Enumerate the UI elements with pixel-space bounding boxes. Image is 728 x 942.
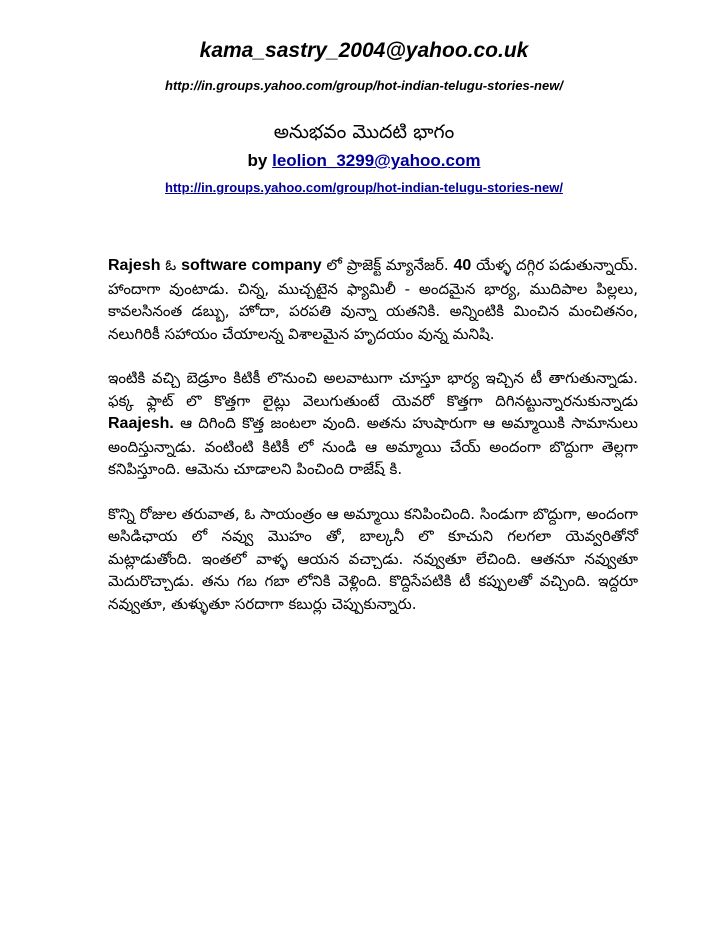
author-email-link[interactable]: leolion_3299@yahoo.com <box>272 151 481 170</box>
paragraph-text: ఓ <box>160 256 182 274</box>
inline-english: 40 <box>453 257 472 274</box>
header-email: kama_sastry_2004@yahoo.co.uk <box>199 39 529 62</box>
group-link-line <box>0 180 728 196</box>
inline-english: Rajesh <box>108 257 161 274</box>
paragraph-text: కొన్ని రోజుల తరువాత, ఓ సాయంత్రం ఆ అమ్మాయి కనిపించింది. సిండుగా బొద్దుగా, అందంగా అసిడిఛాయ లో నవ్వు మొహం తో, బాల్కనీ లొ కూచుని గలగలా యెవ్వరితోనో మట్లాడుతోంది. ఇంతలో వాళ్ళ ఆయన వచ్చాడు. నవ్వుతూ లేచింది. ఆతనూ నవ్వుతూ మెదురొచ్చాడు. తను గబ గబా లోనికి వెళ్లింది. కొద్దిసేపటికి టీ కప్పులతో వచ్చింది. ఇద్దరూ నవ్వుతూ, తుళ్ళుతూ సరదాగా కబుర్లు చెప్పుకున్నారు. <box>108 504 638 613</box>
story-body <box>108 254 638 637</box>
paragraph-text: ఆ దిగింది కొత్త జంటలా వుంది. అతను హుషారుగా ఆ అమ్మాయికి సామానులు అందిస్తున్నాడు. వంటింటి కిటికీ లో నుండి ఆ అమ్మాయి చేయ్ అందంగా బొద్దుగా తెల్లగా కనిపిస్తూంది. ఆమెను చూడాలని పించింది రాజేష్ కి. <box>108 414 638 478</box>
inline-english: software company <box>181 257 322 274</box>
header-group-url: http://in.groups.yahoo.com/group/hot-indian-telugu-stories-new/ <box>165 78 563 93</box>
byline-prefix: by <box>247 151 273 170</box>
paragraph-3 <box>108 503 638 616</box>
paragraph-text: ఇంటికి వచ్చి బెడ్రూం కిటికీ లొనుంచి అలవాటుగా చూస్తూ భార్య ఇచ్చిన టీ తాగుతున్నాడు. ఫక్క ఫ్లాట్ లొ కొత్తగా లైట్లు వెలుగుతుంటే యెవరో కొత్తగా దిగినట్టున్నారనుకున్నాడు <box>108 369 638 410</box>
paragraph-text: యేళ్ళ దగ్గిర పడుతున్నాయ్. హాందాగా వుంటాడు. చిన్న, ముచ్చటైన ఫ్యామిలీ - అందమైన భార్య, ముదిపాల పిల్లలు, కావలసినంత డబ్బు, హోదా, పరపతి వున్నా యతనికి. అన్నింటికి మించిన మంచితనం, నలుగిరికీ సహాయం చేయాలన్న విశాలమైన హృదయం వున్న మనిషి. <box>108 256 639 343</box>
paragraph-1 <box>108 254 638 345</box>
byline <box>0 150 728 172</box>
group-link[interactable]: http://in.groups.yahoo.com/group/hot-indian-telugu-stories-new/ <box>165 180 563 195</box>
paragraph-text: లో ప్రాజెక్ట్ మ్యానేజర్. <box>321 256 454 274</box>
story-title: అనుభవం మొదటి భాగం <box>273 121 455 143</box>
paragraph-2 <box>108 367 638 481</box>
inline-english: Raajesh. <box>108 415 174 432</box>
